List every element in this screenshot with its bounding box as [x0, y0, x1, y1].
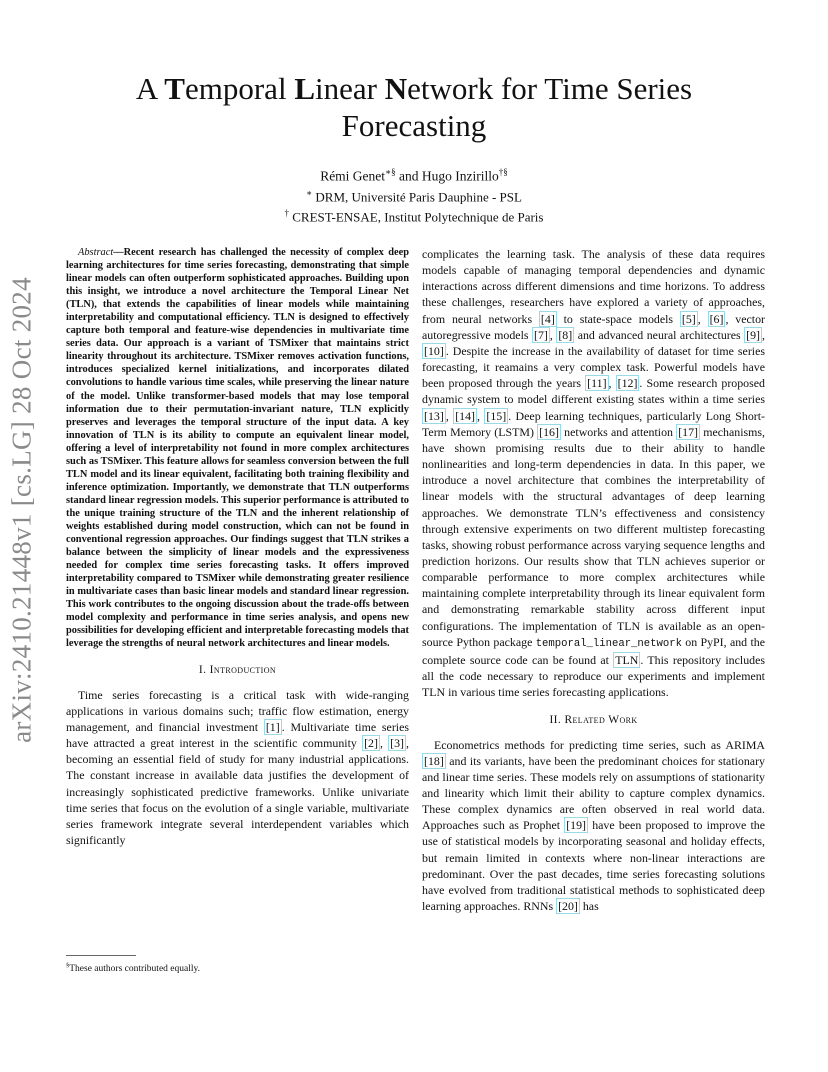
footnote-mark: §	[66, 962, 70, 969]
author-marks: ∗§	[385, 167, 396, 177]
citation-link[interactable]: [15]	[486, 408, 507, 423]
abstract-lead: Abstract	[78, 247, 114, 258]
body-text: ,	[608, 376, 616, 391]
arxiv-stamp-text: arXiv:2410.21448v1 [cs.LG] 28 Oct 2024	[6, 277, 37, 743]
body-text: have been proposed to improve the use of statistical models by incorporating seasonal and holiday effects, but remain limited in contexts where non-linear interactions are predominant. Over the past decades, time series forecasting solutions have evolved from traditional statistical methods to sophisticated deep learning approaches. RNNs	[422, 818, 765, 914]
affiliation	[80, 185, 748, 205]
citation-link[interactable]: [9]	[746, 327, 761, 342]
citation-link[interactable]: [13]	[424, 408, 444, 423]
affiliation-text: CREST-ENSAE, Institut Polytechnique de Paris	[289, 209, 544, 225]
title-text: A	[135, 71, 165, 106]
abstract	[66, 246, 409, 650]
citation-link[interactable]: [8]	[558, 327, 573, 342]
citation-link[interactable]: [4]	[540, 311, 555, 326]
citation-link[interactable]: [5]	[681, 311, 696, 326]
citation-link[interactable]: [11]	[587, 376, 607, 391]
author-name: Rémi Genet	[320, 168, 386, 184]
author-name: Hugo Inzirillo	[421, 168, 499, 184]
citation-link[interactable]: [6]	[709, 311, 724, 326]
body-text: . Deep learning techniques, particularly Long Short-Term Memory (LSTM)	[422, 408, 765, 439]
intro-paragraph-continued	[422, 246, 765, 700]
citation-link[interactable]: [3]	[390, 736, 405, 751]
title-text: etwork for Time Series	[407, 71, 693, 106]
package-name: temporal_linear_network	[535, 637, 682, 650]
affiliation-text: DRM, Université Paris Dauphine - PSL	[312, 188, 522, 204]
section-heading-related-work: II. Related Work	[549, 714, 638, 727]
author-and: and	[395, 168, 422, 184]
citation-link[interactable]: [18]	[424, 753, 444, 768]
intro-paragraph	[66, 687, 409, 849]
body-text: and advanced neural architectures	[574, 327, 745, 342]
affiliation	[80, 205, 748, 225]
body-text: . Despite the increase in the availability of dataset for time series forecasting, it reamains a very complex task. Powerful models have been proposed through the years	[422, 343, 765, 391]
footnote	[66, 960, 200, 975]
body-text: ,	[445, 408, 454, 423]
repository-link[interactable]: TLN	[615, 652, 639, 667]
abstract-text: —Recent research has challenged the necessity of complex deep learning architectures for time series forecasting, demonstrating that simple linear models can often outperform sophisticated approaches. Building upon this insight, we introduce a novel architecture the Temporal Linear Net (TLN), that extends the capabilities of linear models while maintaining interpretability and computational efficiency. TLN is designed to effectively capture both temporal and feature-wise dependencies in multivariate time series data. Our approach is a variant of TSMixer that maintains strict linearity throughout its architecture. TSMixer removes activation functions, introduces specialized kernel initializations, and incorporates dilated convolutions to handle various time scales, while preserving the linear nature of the model. Unlike transformer-based models that may lose temporal information due to their permutation-invariant nature, TLN explicitly preserves and leverages the temporal structure of the input data. A key innovation of TLN is its ability to compute an equivalent linear model, offering a level of interpretability not found in more complex architectures such as TSMixer. This feature allows for seamless conversion between the full TLN model and its linear equivalent, facilitating both training flexibility and inference optimization. Importantly, we demonstrate that TLN outperforms standard linear regression models. This superior performance is attributed to the unique training structure of the TLN and the inherent relationship of weights established during model construction, which can not be found in conventional regression approaches. Our findings suggest that TLN strikes a balance between the simplicity of linear models and the expressiveness needed for complex time series forecasting tasks. It offers improved interpretability compared to TSMixer while demonstrating greater resilience in multivariate cases than basic linear models and standard linear regression. This work contributes to the ongoing discussion about the trade-offs between model complexity and performance in time series analysis, and opens new possibilities for developing efficient and interpretable forecasting models that leverage the strengths of neural network architectures and linear models.	[66, 247, 409, 650]
body-text: to state-space models	[556, 311, 680, 326]
title-line-2: Forecasting	[341, 108, 487, 143]
left-column	[66, 246, 409, 848]
citation-link[interactable]: [1]	[265, 719, 280, 734]
body-text: and its variants, have been the predominant choices for stationary and linear time series. These models rely on assumptions of stationarity and linearity which limit their ability to capture complex dynamics. These complex dynamics are often observed in real world data. Approaches such as Prophet	[422, 753, 765, 833]
body-text: ,	[697, 311, 708, 326]
section-heading-introduction: I. Introduction	[198, 664, 277, 677]
body-text: ,	[477, 408, 485, 423]
citation-link[interactable]: [12]	[617, 376, 638, 391]
footnote-text: These authors contributed equally.	[69, 964, 201, 975]
body-text: ,	[762, 327, 766, 342]
citation-link[interactable]: [17]	[678, 424, 699, 439]
citation-link[interactable]: [7]	[534, 327, 548, 342]
body-text: mechanisms, have shown promising results due to their ability to handle nonlinearities and long-term dependencies in data. In this paper, we introduce a novel architecture that combines the interpretability of linear models with the structural advantages of deep learning approaches. We demonstrate TLN’s effectiveness and consistency through extensive experiments on two different multistep forecasting tasks, showing robust performance across varying sequence lengths and prediction horizons. Our results show that TLN achieves superior or comparable performance to more complex architectures while maintaining complete interpretability through its linear equivalent form and demonstrating remarkable stability across different input configurations. The implementation of TLN is available as an open-source Python package	[422, 424, 765, 649]
body-text: networks and attention	[560, 424, 677, 439]
body-text: . Multivariate time series have attracted a great interest in the scientific community	[66, 719, 409, 751]
affiliation-mark: †	[284, 207, 290, 218]
citation-link[interactable]: [10]	[424, 343, 444, 358]
title-text: inear	[315, 71, 385, 106]
body-text: on PyPI, and the complete source code can be found at	[422, 634, 765, 667]
body-text: , becoming an essential field of study for many industrial applications. The constant increase in available data justifies the development of increasingly sophisticated predictive frameworks. Unlike univariate time series that focus on the evolution of a single variable, multivariate series framework integrate several interdependent variables which significantly	[66, 736, 410, 848]
citation-link[interactable]: [16]	[539, 424, 559, 439]
footnote-rule	[66, 955, 136, 956]
title-letter-l: L	[294, 71, 315, 106]
body-text: , vector autoregressive models	[422, 311, 765, 342]
right-column	[422, 246, 765, 914]
author-block	[80, 164, 748, 225]
citation-link[interactable]: [14]	[455, 408, 475, 423]
body-text: Time series forecasting is a critical task with wide-ranging applications in various domains such; traffic flow estimation, energy management, and financial investment	[66, 687, 409, 734]
body-text: ,	[549, 327, 557, 342]
body-text: ,	[379, 736, 389, 751]
citation-link[interactable]: [19]	[566, 818, 587, 833]
citation-link[interactable]: [20]	[558, 899, 578, 914]
title-letter-t: T	[164, 71, 185, 106]
body-text: . This repository includes all the code necessary to reproduce our experiments and implement TLN in various time series forecasting applications.	[422, 652, 766, 700]
paper-title	[80, 70, 748, 144]
body-text: . Some research proposed dynamic system to model different existing states within a time series	[422, 376, 765, 407]
body-text: complicates the learning task. The analysis of these data requires models capable of managing temporal dependencies and dynamic interactions across different dimensions and time horizons. To address these challenges, researchers have explored a variety of approaches, from neural networks	[422, 247, 765, 326]
citation-link[interactable]: [2]	[364, 736, 378, 751]
affiliation-mark: ∗	[306, 187, 313, 198]
author-marks: †§	[498, 167, 508, 177]
body-text: Econometrics methods for predicting time series, such as ARIMA	[434, 737, 765, 752]
title-text: emporal	[184, 71, 295, 106]
related-work-paragraph	[422, 737, 765, 915]
title-letter-n: N	[384, 71, 408, 106]
body-text: has	[579, 899, 599, 914]
